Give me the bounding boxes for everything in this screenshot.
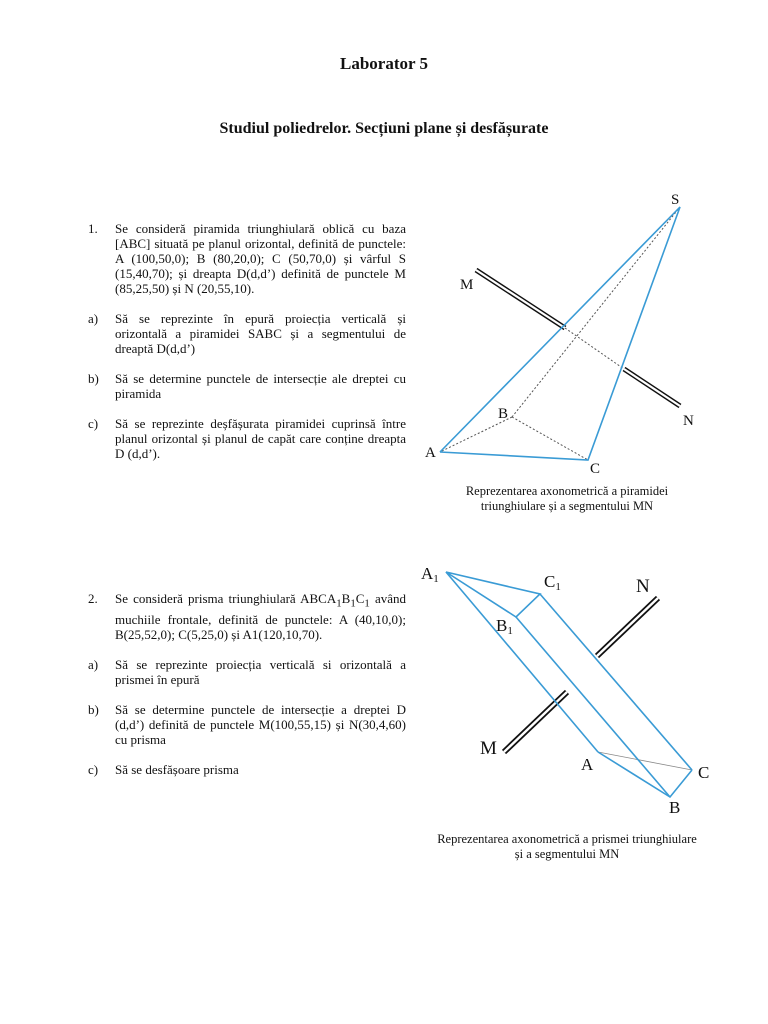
item-text: Să se reprezinte în epură proiecția verticală și orizontală a piramidei SABC și a segmentului de dreaptă D(d,d’) — [115, 311, 406, 356]
item-label: b) — [88, 701, 99, 717]
point-label-s: S — [671, 192, 680, 208]
item-label: b) — [88, 371, 99, 386]
item-text: Să se reprezinte proiecția verticală si orizontală a prismei în epură — [115, 656, 406, 687]
point-label-n: N — [636, 576, 650, 597]
point-label-n: N — [683, 413, 694, 429]
prism-bottom-edges — [598, 752, 692, 797]
item-label: 1. — [88, 221, 98, 236]
item-label: c) — [88, 416, 99, 431]
point-label-a: A — [581, 755, 594, 774]
page-subtitle: Studiul poliedrelor. Secțiuni plane și desfășurate — [219, 120, 549, 137]
point-label-c1: C1 — [544, 572, 561, 593]
pyramid-figure — [425, 192, 694, 477]
item-label: a) — [88, 656, 99, 672]
point-label-b1: B1 — [496, 616, 513, 637]
point-label-m: M — [480, 738, 497, 759]
item-label: a) — [88, 311, 99, 326]
page-title: Laborator 5 — [340, 54, 428, 73]
hidden-edge-ab — [440, 417, 512, 452]
prism-figure — [421, 564, 709, 817]
pyramid-visible-edges — [440, 207, 680, 460]
item-text: Să se determine punctele de intersecție ale dreptei cu piramida — [115, 371, 406, 401]
point-label-a1: A1 — [421, 564, 439, 585]
item-text: Se consideră piramida triunghiulară oblică cu baza [ABC] situată pe planul orizontal, definită de punctele: A (100,50,0); B (80,20,0); C (50,70,0) și vârful S (15,40,70); și dreapta D(d,d’) definită de punctele M (85,25,50) și N (20,55,10). — [115, 221, 406, 296]
hidden-segment-mn — [565, 328, 624, 369]
hidden-edge-bc — [512, 417, 588, 460]
item-text: Se consideră prisma triunghiulară $ABCA_1B_1C_1$ având muchiile frontale, definită de punctele: A (40,10,0); B(25,52,0); C(5,25,0) și A1(120,10,70). — [115, 591, 406, 642]
figure-caption-1: Reprezentarea axonometrică a piramidei triunghiulare și a segmentului MN — [465, 484, 669, 513]
item-label: 2. — [88, 591, 98, 606]
item-label: c) — [88, 761, 99, 777]
item-text: Să se desfășoare prisma — [115, 761, 239, 777]
point-label-a: A — [425, 445, 436, 461]
point-label-c: C — [698, 763, 710, 782]
point-label-b: B — [669, 798, 681, 817]
point-label-c: C — [590, 461, 601, 477]
item-text: Să se reprezinte deșfășurata piramidei cuprinsă între planul orizontal și planul de capăt care conține dreapta D (d,d’). — [115, 416, 406, 461]
edge-cc1 — [540, 594, 692, 770]
figure-caption-2: Reprezentarea axonometrică a prismei triunghiulare și a segmentului MN — [437, 832, 697, 861]
item-text: Să se determine punctele de intersecție a dreptei D (d,d’) definită de punctele M(100,55,15) și N(30,4,60) cu prisma — [115, 701, 406, 747]
point-label-m: M — [460, 277, 474, 293]
point-label-b: B — [498, 406, 509, 422]
edge-aa1 — [446, 572, 598, 752]
prism-top-face — [446, 572, 540, 617]
